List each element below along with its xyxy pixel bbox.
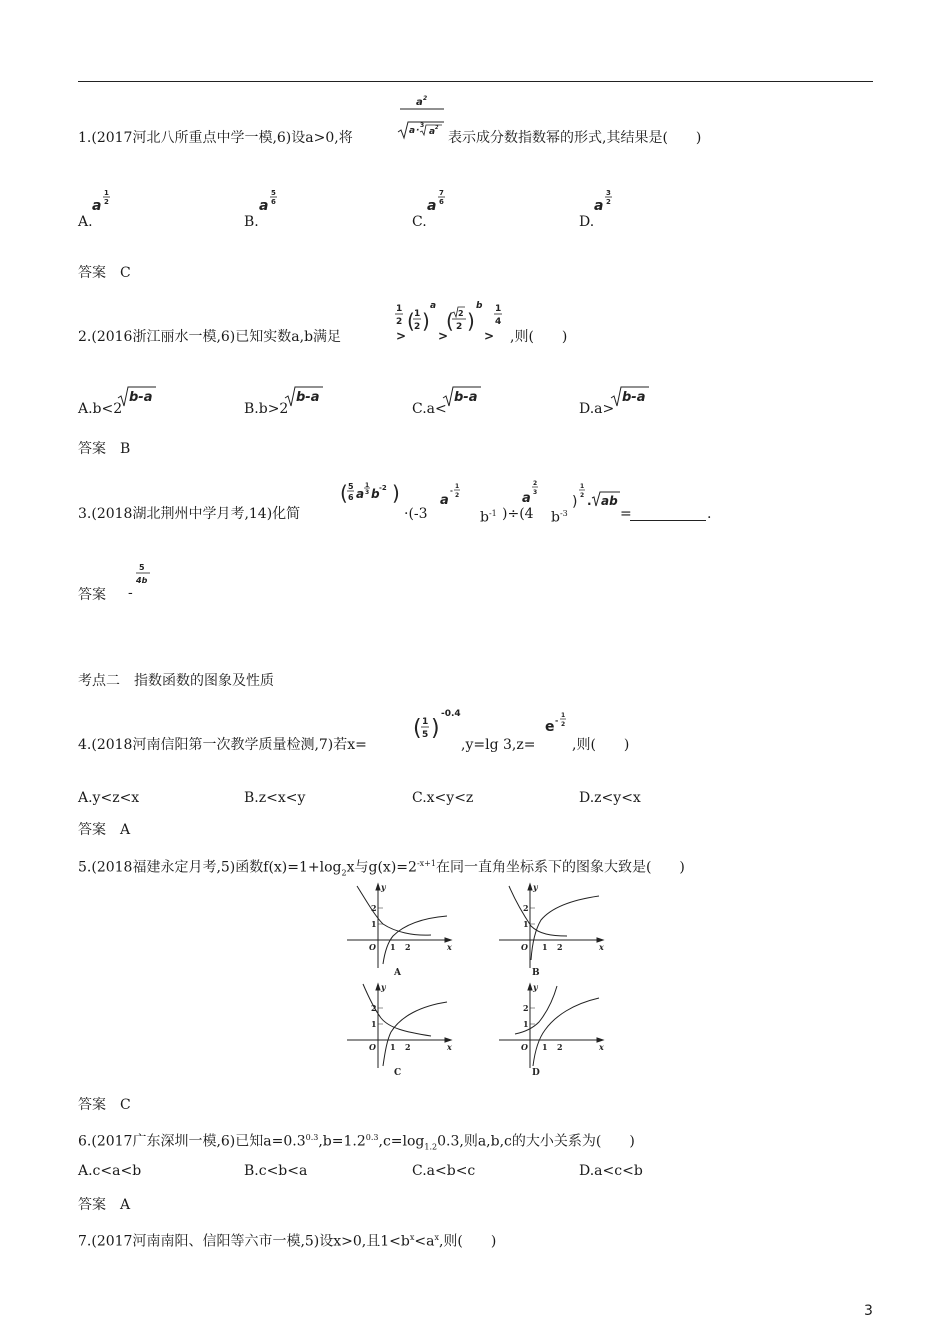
q5-stem-part-b: x与g(x)=2	[346, 859, 417, 876]
svg-text:7: 7	[439, 189, 444, 197]
q2-stem-after: ,则( )	[510, 329, 568, 345]
svg-text:5: 5	[271, 189, 276, 197]
svg-text:1: 1	[495, 304, 502, 314]
svg-text:2: 2	[414, 322, 421, 332]
q6-option-d[interactable]: D.a<c<b	[579, 1163, 643, 1179]
svg-text:2: 2	[606, 198, 611, 206]
svg-text:3: 3	[533, 489, 538, 496]
q6-stem-sup-1: 0.3	[305, 1133, 319, 1142]
q2-option-a-sqrt	[117, 384, 157, 408]
q3-part-6: .	[707, 506, 712, 522]
q5-graph-b[interactable]	[495, 880, 607, 980]
svg-text:1: 1	[390, 942, 396, 952]
q3-answer-blank[interactable]	[630, 519, 706, 521]
svg-text:y: y	[533, 882, 538, 892]
q1-option-a-power	[92, 186, 116, 214]
q3-part-2-base: b	[480, 509, 489, 526]
svg-text:y: y	[381, 982, 386, 992]
svg-text:a: a	[429, 127, 436, 137]
q4-option-a[interactable]: A.y<z<x	[78, 790, 140, 806]
q2-answer: 答案 B	[78, 441, 131, 457]
q6-option-c[interactable]: C.a<b<c	[412, 1163, 476, 1179]
q5-stem-part-c: 在同一直角坐标系下的图象大致是( )	[435, 859, 685, 876]
q4-option-c[interactable]: C.x<y<z	[412, 790, 474, 806]
q3-answer-neg: -	[128, 585, 133, 601]
svg-text:5: 5	[422, 730, 429, 740]
svg-text:1: 1	[523, 1019, 529, 1029]
q7-stem-part-a: 7.(2017河南南阳、信阳等六市一模,5)设x>0,且1<b	[78, 1233, 410, 1250]
svg-text:·: ·	[587, 497, 592, 511]
q6-answer: 答案 A	[78, 1197, 131, 1213]
q2-option-b-sqrt	[284, 384, 324, 408]
q4-option-d[interactable]: D.z<y<x	[579, 790, 641, 806]
q1-option-label: D.	[579, 214, 595, 230]
svg-text:1: 1	[561, 712, 566, 719]
svg-text:2: 2	[580, 492, 585, 499]
svg-text:2: 2	[405, 1042, 411, 1052]
svg-text:a: a	[259, 198, 269, 214]
q1-option-c-power	[427, 186, 451, 214]
svg-text:-: -	[555, 716, 559, 725]
svg-text:y: y	[533, 982, 538, 992]
svg-text:): )	[422, 309, 430, 333]
svg-text:(: (	[446, 309, 454, 333]
svg-text:(: (	[413, 716, 422, 741]
q6-stem-part-c: ,c=log	[378, 1133, 425, 1150]
q6-stem	[78, 1129, 635, 1156]
q2-option-label: B.b>2	[244, 401, 289, 417]
q2-option-label: C.a<	[412, 401, 447, 417]
q3-term-3	[520, 478, 542, 508]
q7-stem-sup-2: x	[434, 1233, 439, 1242]
svg-text:2: 2	[455, 492, 460, 499]
svg-text:1: 1	[371, 1019, 377, 1029]
q5-graph-a[interactable]	[343, 880, 455, 980]
svg-text:): )	[467, 309, 475, 333]
svg-text:): )	[431, 716, 440, 741]
q4-stem-before: 4.(2018河南信阳第一次教学质量检测,7)若x=	[78, 737, 367, 753]
q7-stem-part-c: ,则( )	[438, 1233, 497, 1250]
svg-text:b: b	[371, 487, 380, 501]
q3-part-3: )÷(4	[502, 506, 534, 522]
q2-option-label: A.b<2	[78, 401, 123, 417]
svg-text:>: >	[396, 329, 407, 343]
q5-stem-sub: 2	[341, 868, 347, 878]
svg-text:2: 2	[371, 903, 377, 913]
svg-text:·: ·	[416, 126, 420, 136]
q3-stem-before: 3.(2018湖北荆州中学月考,14)化简	[78, 506, 301, 522]
q4-option-b[interactable]: B.z<x<y	[244, 790, 306, 806]
svg-text:1: 1	[390, 1042, 396, 1052]
svg-text:2: 2	[523, 903, 529, 913]
svg-text:3: 3	[606, 189, 611, 197]
svg-text:(: (	[407, 309, 415, 333]
q2-inequality-chain	[394, 298, 510, 346]
svg-text:1: 1	[422, 717, 429, 727]
svg-text:6: 6	[271, 198, 276, 206]
q5-graph-label: A	[394, 968, 401, 978]
q7-stem	[78, 1229, 496, 1251]
svg-text:1: 1	[365, 482, 370, 489]
q5-graph-label: C	[394, 1068, 402, 1078]
svg-text:1: 1	[542, 942, 548, 952]
q6-stem-part-a: 6.(2017广东深圳一模,6)已知a=0.3	[78, 1133, 306, 1150]
q6-option-b[interactable]: B.c<b<a	[244, 1163, 308, 1179]
svg-text:a: a	[522, 491, 531, 506]
q5-graph-label: D	[532, 1068, 540, 1078]
svg-text:6: 6	[439, 198, 444, 206]
svg-text:2: 2	[405, 942, 411, 952]
svg-text:2: 2	[456, 322, 463, 332]
q4-stem-after: ,则( )	[572, 737, 630, 753]
svg-text:2: 2	[104, 198, 109, 206]
svg-text:a: a	[356, 487, 365, 501]
svg-text:a: a	[427, 198, 437, 214]
q3-answer-fraction	[134, 560, 154, 588]
page-number: 3	[864, 1303, 873, 1319]
q4-answer: 答案 A	[78, 822, 131, 838]
q7-stem-part-b: <a	[414, 1233, 435, 1250]
q6-stem-part-b: ,b=1.2	[318, 1133, 366, 1150]
svg-text:): )	[392, 481, 400, 505]
q1-stem-after: 表示成分数指数幂的形式,其结果是( )	[448, 130, 702, 146]
svg-text:3: 3	[365, 489, 370, 496]
q3-part-4	[551, 505, 568, 527]
svg-text:2: 2	[557, 942, 563, 952]
svg-text:>: >	[438, 329, 449, 343]
q1-option-b-power	[259, 186, 283, 214]
q5-answer: 答案 C	[78, 1097, 131, 1113]
q5-graph-label: B	[532, 968, 540, 978]
svg-text:1: 1	[396, 304, 403, 314]
q1-option-d-power	[594, 186, 618, 214]
svg-text:-: -	[450, 487, 453, 495]
q1-option-label: B.	[244, 214, 259, 230]
q2-radicand: b-a	[622, 390, 646, 405]
q6-stem-sub: 1.2	[424, 1142, 438, 1152]
svg-text:x: x	[447, 942, 452, 952]
q5-stem	[78, 855, 685, 882]
svg-text:1: 1	[542, 1042, 548, 1052]
header-rule	[78, 81, 873, 82]
svg-text:6: 6	[348, 493, 354, 502]
q1-option-label: C.	[412, 214, 427, 230]
svg-text:x: x	[599, 942, 604, 952]
svg-text:x: x	[599, 1042, 604, 1052]
svg-text:1: 1	[371, 919, 377, 929]
svg-text:2: 2	[533, 480, 538, 487]
svg-text:3: 3	[420, 122, 425, 129]
svg-text:1: 1	[523, 919, 529, 929]
q3-part-5: =	[620, 506, 632, 522]
svg-text:1: 1	[580, 483, 585, 490]
q3-part-4-sup: -3	[559, 509, 568, 518]
svg-text:(: (	[340, 481, 348, 505]
q2-option-c-sqrt	[442, 384, 482, 408]
svg-text:4b: 4b	[136, 576, 148, 585]
svg-text:1: 1	[104, 189, 109, 197]
svg-text:2: 2	[423, 95, 428, 102]
svg-text:2: 2	[561, 721, 566, 728]
q1-answer: 答案 C	[78, 265, 131, 281]
svg-text:>: >	[484, 329, 495, 343]
svg-text:2: 2	[557, 1042, 563, 1052]
q7-stem-sup-1: x	[409, 1233, 415, 1242]
svg-text:a: a	[440, 493, 449, 508]
svg-text:1: 1	[414, 309, 421, 319]
svg-text:1: 1	[455, 483, 460, 490]
q6-stem-sup-2: 0.3	[365, 1133, 379, 1142]
svg-text:2: 2	[435, 125, 439, 131]
svg-text:O: O	[521, 1042, 528, 1052]
svg-text:2: 2	[458, 309, 464, 318]
svg-text:x: x	[447, 1042, 452, 1052]
q6-stem-part-d: 0.3,则a,b,c的大小关系为( )	[437, 1133, 635, 1150]
q2-radicand: b-a	[296, 390, 320, 405]
q4-z-expression	[545, 709, 573, 739]
q3-part-2	[480, 505, 497, 527]
q3-part-2-sup: -1	[488, 509, 497, 518]
q2-radicand: b-a	[129, 390, 153, 405]
q2-stem-before: 2.(2016浙江丽水一模,6)已知实数a,b满足	[78, 329, 342, 345]
q3-part-1: ·(-3	[404, 506, 428, 522]
svg-text:ab: ab	[601, 494, 618, 508]
q3-answer-label: 答案	[78, 587, 106, 603]
svg-text:2: 2	[523, 1003, 529, 1013]
svg-text:a: a	[92, 198, 102, 214]
q2-option-label: D.a>	[579, 401, 615, 417]
svg-text:O: O	[369, 1042, 376, 1052]
svg-text:): )	[572, 494, 578, 510]
svg-text:y: y	[381, 882, 386, 892]
svg-text:O: O	[369, 942, 376, 952]
q3-term-4	[572, 480, 622, 512]
q2-option-d-sqrt	[610, 384, 650, 408]
q5-graph-c[interactable]	[343, 980, 455, 1080]
svg-text:2: 2	[396, 317, 403, 327]
q2-radicand: b-a	[454, 390, 478, 405]
svg-text:a: a	[416, 97, 423, 108]
q3-part-4-base: b	[551, 509, 560, 526]
q1-option-label: A.	[78, 214, 93, 230]
svg-text:4: 4	[495, 317, 502, 327]
q4-x-expression	[413, 704, 463, 744]
q3-term-1	[340, 478, 404, 512]
q1-radical-fraction	[396, 94, 448, 142]
section-heading: 考点二 指数函数的图象及性质	[78, 673, 274, 689]
svg-text:-2: -2	[379, 484, 387, 492]
q6-option-a[interactable]: A.c<a<b	[78, 1163, 142, 1179]
q4-stem-mid: ,y=lg 3,z=	[461, 737, 536, 753]
svg-text:O: O	[521, 942, 528, 952]
svg-text:5: 5	[348, 482, 354, 491]
svg-text:a: a	[430, 301, 437, 311]
q1-stem-before: 1.(2017河北八所重点中学一模,6)设a>0,将	[78, 130, 353, 146]
q5-stem-sup: -x+1	[416, 859, 436, 868]
svg-text:-0.4: -0.4	[441, 709, 461, 719]
svg-text:5: 5	[139, 563, 145, 572]
svg-text:a: a	[409, 126, 416, 136]
svg-text:e: e	[545, 719, 555, 735]
svg-text:a: a	[594, 198, 604, 214]
q5-stem-part-a: 5.(2018福建永定月考,5)函数f(x)=1+log	[78, 859, 342, 876]
svg-text:b: b	[476, 301, 483, 311]
q5-graph-d[interactable]	[495, 980, 607, 1080]
q3-term-2	[440, 480, 470, 510]
svg-text:2: 2	[371, 1003, 377, 1013]
